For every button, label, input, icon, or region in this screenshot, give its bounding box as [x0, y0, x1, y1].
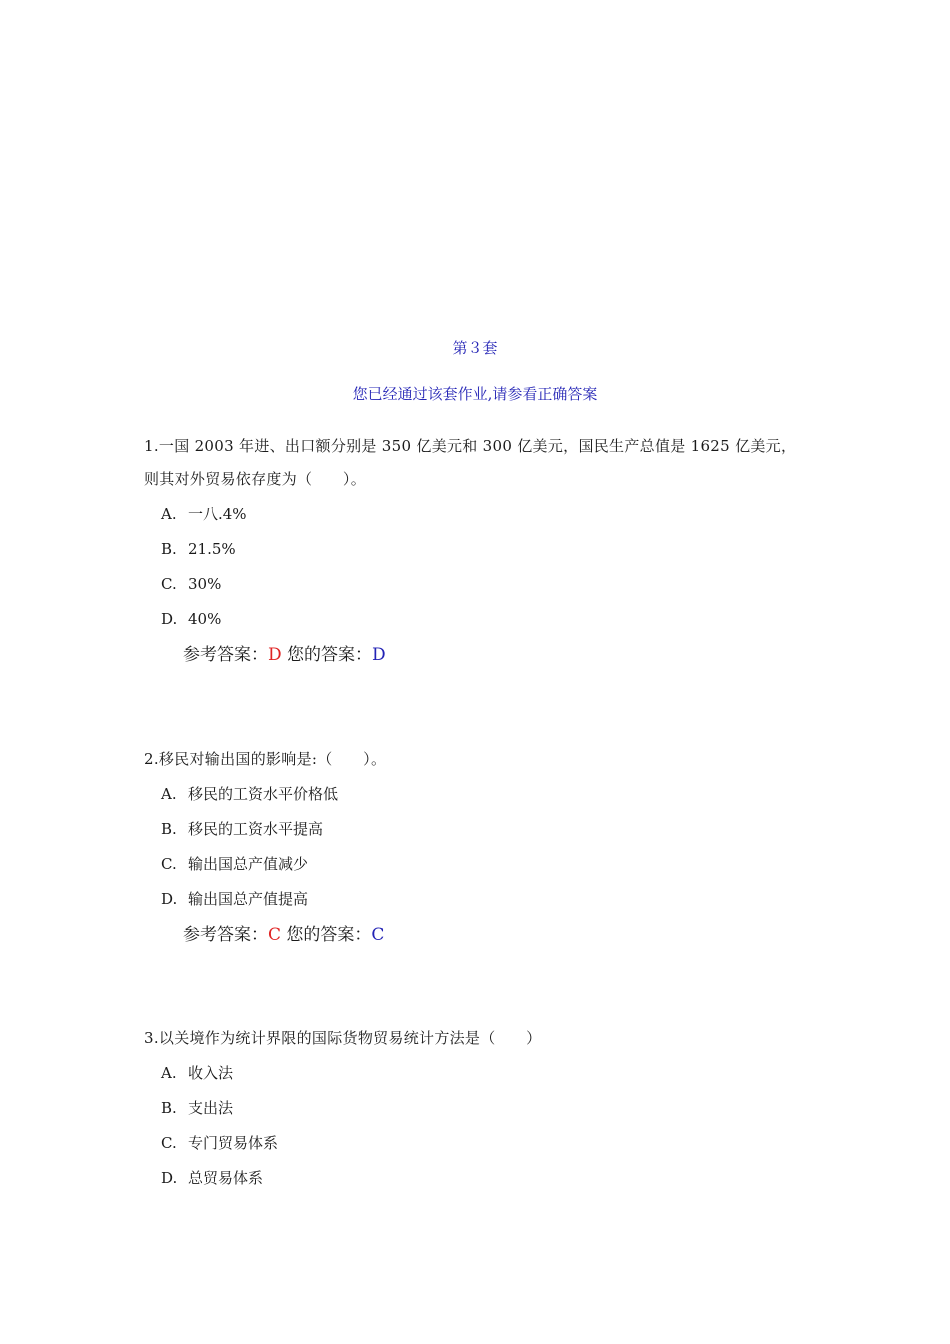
question-stem: 1.一国 2003 年进、出口额分别是 350 亿美元和 300 亿美元，国民生产总值是 1625 亿美元，则其对外贸易依存度为（ ）。 — [144, 437, 797, 488]
pass-notice: 您已经通过该套作业,请参看正确答案 — [352, 385, 598, 403]
option-c — [144, 846, 809, 881]
question-stem: 2.移民对输出国的影响是:（ ）。 — [144, 750, 387, 768]
option-letter: C. — [161, 1133, 177, 1152]
option-letter: D. — [161, 1168, 178, 1187]
option-text: 40% — [188, 609, 222, 628]
option-letter: B. — [161, 539, 177, 558]
option-text: 30% — [188, 574, 222, 593]
option-letter: A. — [161, 784, 177, 803]
answer-row — [144, 916, 809, 954]
option-b — [144, 811, 809, 846]
option-text: 移民的工资水平价格低 — [188, 784, 339, 803]
option-a — [144, 776, 809, 811]
option-text: 移民的工资水平提高 — [188, 819, 324, 838]
option-text: 21.5% — [188, 539, 236, 558]
reference-answer-value: C — [268, 925, 282, 945]
option-c — [144, 566, 809, 601]
option-text: 支出法 — [188, 1098, 234, 1117]
question-3 — [144, 1022, 809, 1195]
option-text: 专门贸易体系 — [188, 1133, 279, 1152]
option-text: 一八.4% — [188, 504, 247, 523]
option-letter: C. — [161, 574, 177, 593]
option-d — [144, 881, 809, 916]
option-letter: B. — [161, 1098, 177, 1117]
option-a — [144, 496, 809, 531]
reference-answer-label: 参考答案： — [183, 645, 268, 665]
your-answer-value: C — [371, 925, 385, 945]
option-d — [144, 601, 809, 636]
option-letter: D. — [161, 609, 178, 628]
option-c — [144, 1125, 809, 1160]
option-b — [144, 1090, 809, 1125]
question-1 — [144, 430, 809, 674]
option-letter: D. — [161, 889, 178, 908]
option-list — [144, 1055, 809, 1195]
reference-answer-value: D — [268, 645, 282, 665]
answer-row — [144, 636, 809, 674]
reference-answer-label: 参考答案： — [183, 925, 268, 945]
option-list — [144, 776, 809, 916]
option-list — [144, 496, 809, 636]
your-answer-label: 您的答案： — [286, 925, 372, 945]
option-letter: A. — [161, 504, 177, 523]
option-letter: B. — [161, 819, 177, 838]
option-text: 总贸易体系 — [188, 1168, 264, 1187]
option-text: 收入法 — [188, 1063, 234, 1082]
question-2 — [144, 743, 809, 954]
question-stem: 3.以关境作为统计界限的国际货物贸易统计方法是（ ） — [144, 1029, 542, 1047]
your-answer-label: 您的答案： — [287, 645, 373, 665]
option-a — [144, 1055, 809, 1090]
option-text: 输出国总产值提高 — [188, 889, 309, 908]
option-letter: C. — [161, 854, 177, 873]
set-title: 第３套 — [452, 339, 498, 357]
option-text: 输出国总产值减少 — [188, 854, 309, 873]
option-b — [144, 531, 809, 566]
option-d — [144, 1160, 809, 1195]
option-letter: A. — [161, 1063, 177, 1082]
your-answer-value: D — [372, 645, 386, 665]
